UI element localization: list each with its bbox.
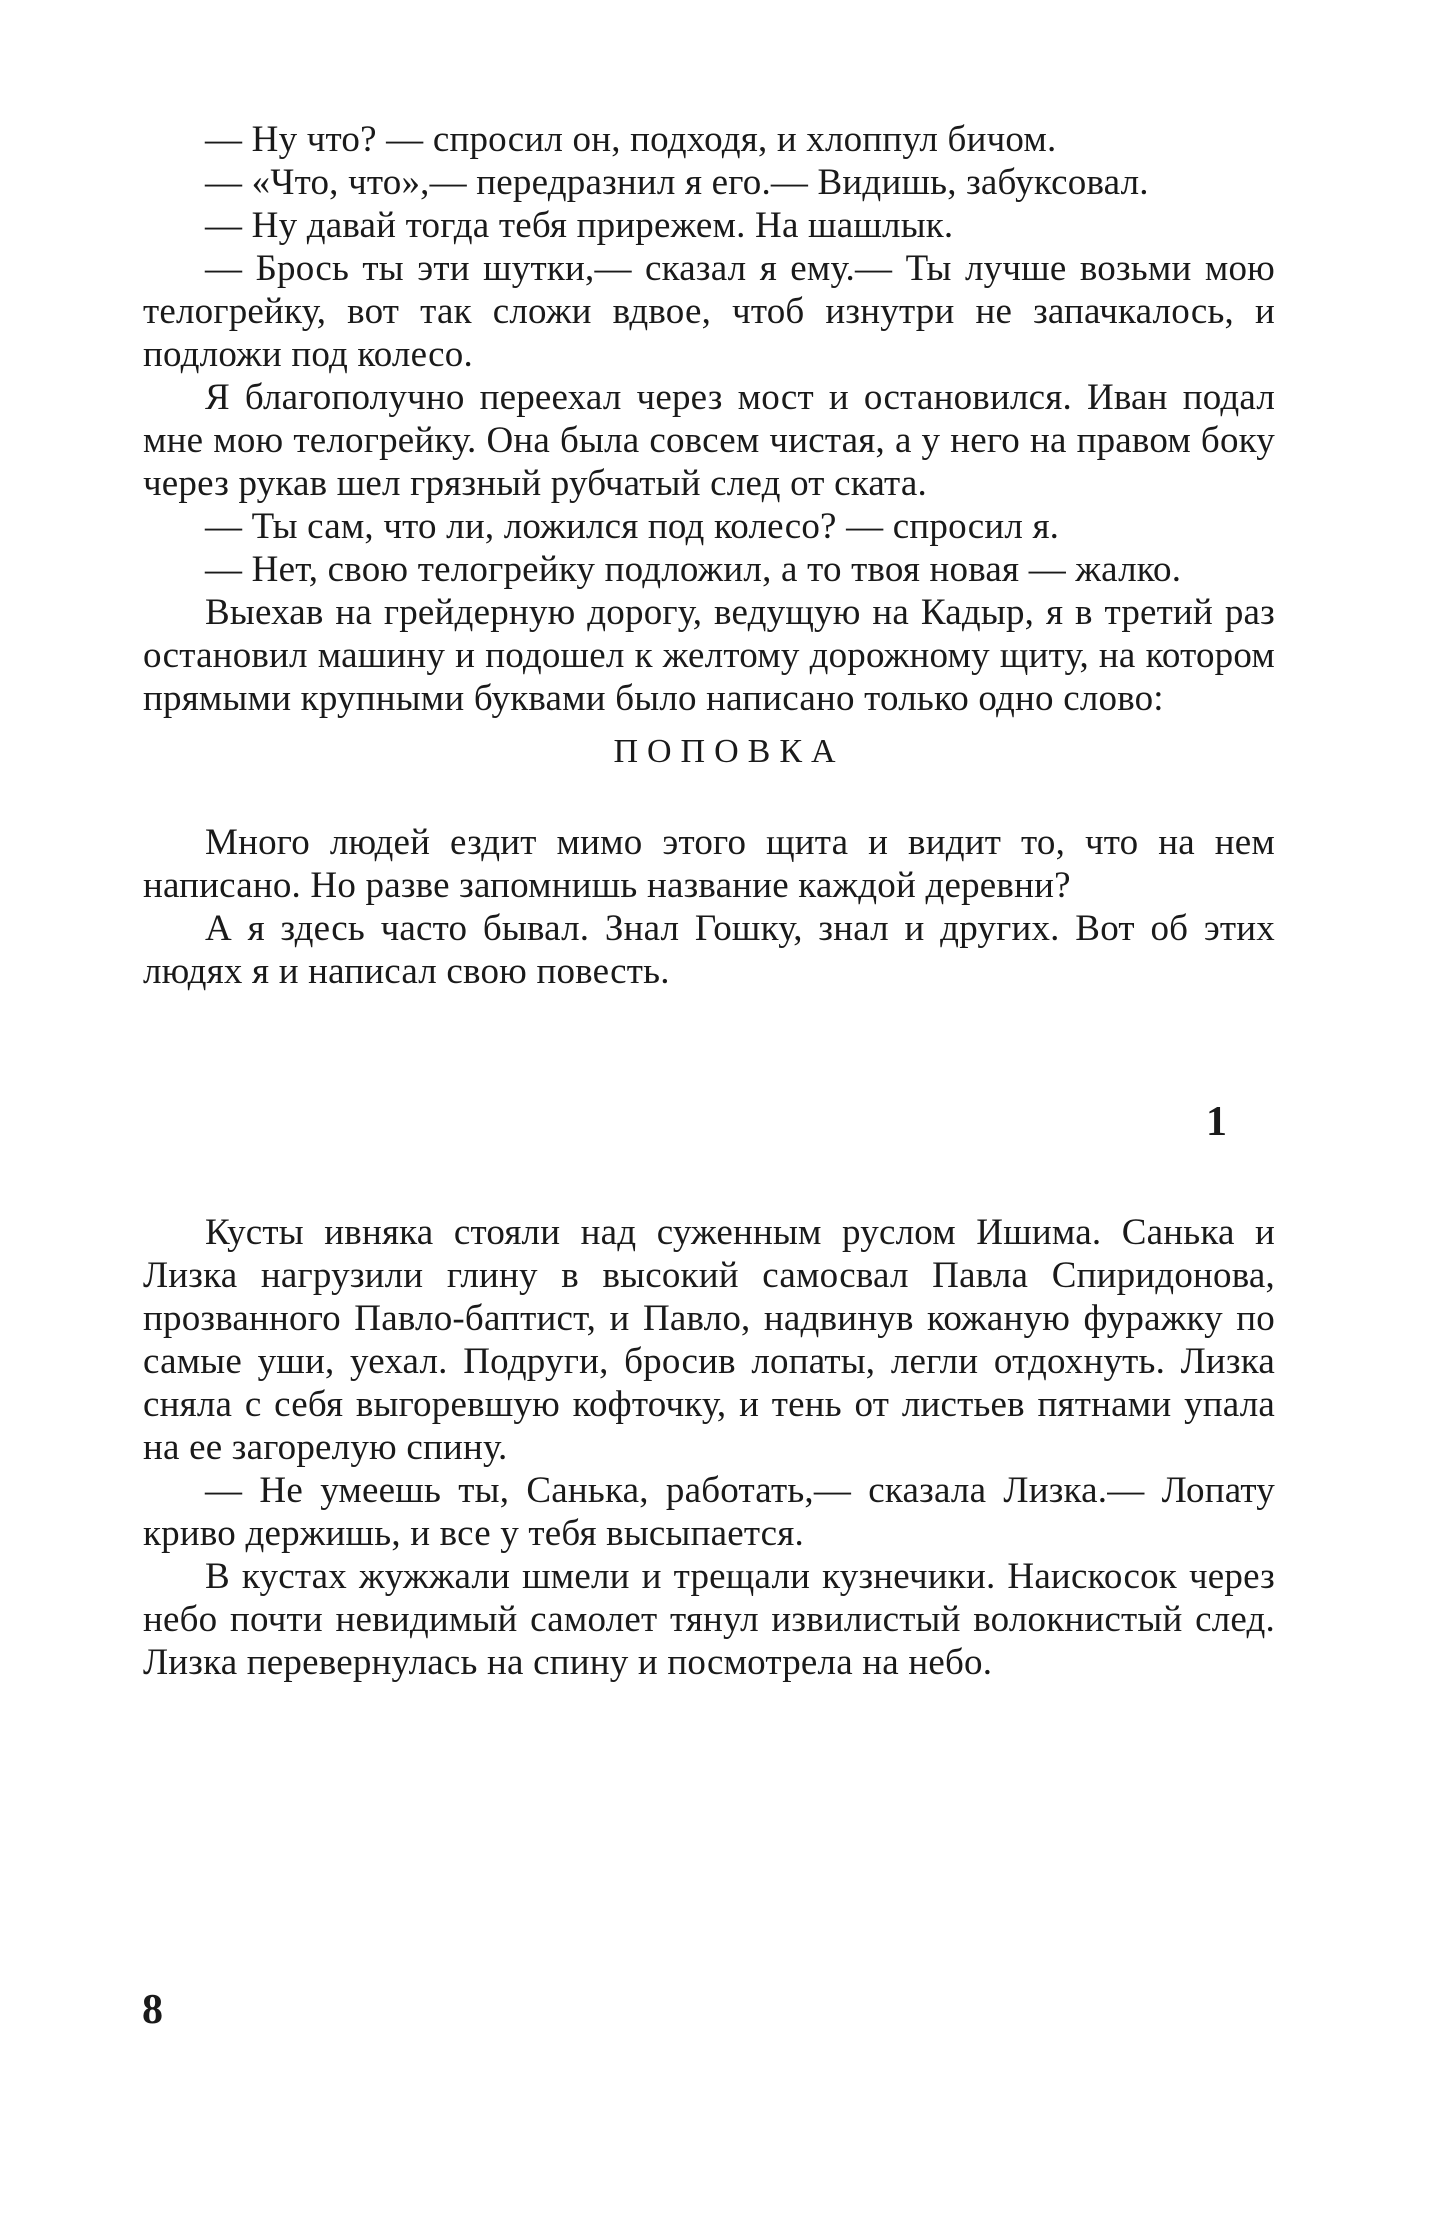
text-block-intro — [143, 118, 1275, 720]
paragraph: — Ты сам, что ли, ложился под колесо? — спросил я. — [205, 506, 1060, 547]
paragraph: А я здесь часто бывал. Знал Гошку, знал и других. Вот об этих людях я и написал свою повесть. — [143, 908, 1275, 992]
chapter-number: 1 — [1206, 1099, 1227, 1145]
text-block-chapter-one — [143, 1211, 1275, 1684]
paragraph: — Нет, свою телогрейку подложил, а то твоя новая — жалко. — [205, 549, 1182, 590]
road-sign-word: ПОПОВКА — [613, 733, 845, 770]
paragraph: — Не умеешь ты, Санька, работать,— сказала Лизка.— Лопату криво держишь, и все у тебя высыпается. — [143, 1470, 1275, 1554]
text-block-afterword — [143, 821, 1275, 993]
spacer — [143, 1147, 1275, 1211]
paragraph: — Ну что? — спросил он, подходя, и хлоппул бичом. — [205, 119, 1057, 160]
paragraph: — Ну давай тогда тебя прирежем. На шашлык. — [205, 205, 954, 246]
paragraph: Кусты ивняка стояли над суженным руслом Ишима. Санька и Лизка нагрузили глину в высокий самосвал Павла Спиридонова, прозванного Павло-баптист, и Павло, надвинув кожаную фуражку по самые уши, уехал. Подруги, бросив лопаты, легли отдохнуть. Лизка сняла с себя выгоревшую кофточку, и тень от листьев пятнами упала на ее загорелую спину. — [143, 1212, 1275, 1468]
paragraph: Много людей ездит мимо этого щита и видит то, что на нем написано. Но разве запомнишь название каждой деревни? — [143, 822, 1275, 906]
paragraph: — Брось ты эти шутки,— сказал я ему.— Ты лучше возьми мою телогрейку, вот так сложи вдвое, чтоб изнутри не запачкалось, и подложи под колесо. — [143, 248, 1275, 375]
spacer — [143, 774, 1275, 821]
page-body — [143, 118, 1275, 1684]
page-number: 8 — [142, 1987, 163, 2033]
paragraph: Я благополучно переехал через мост и остановился. Иван подал мне мою телогрейку. Она была совсем чистая, а у него на правом боку через рукав шел грязный рубчатый след от ската. — [143, 377, 1275, 504]
paragraph: Выехав на грейдерную дорогу, ведущую на Кадыр, я в третий раз остановил машину и подошел к желтому дорожному щиту, на котором прямыми крупными буквами было написано только одно слово: — [143, 592, 1275, 719]
paragraph: В кустах жужжали шмели и трещали кузнечики. Наискосок через небо почти невидимый самолет тянул извилистый волокнистый след. Лизка перевернулась на спину и посмотрела на небо. — [143, 1556, 1275, 1683]
paragraph: — «Что, что»,— передразнил я его.— Видишь, забуксовал. — [205, 162, 1149, 203]
spacer — [143, 993, 1275, 1097]
